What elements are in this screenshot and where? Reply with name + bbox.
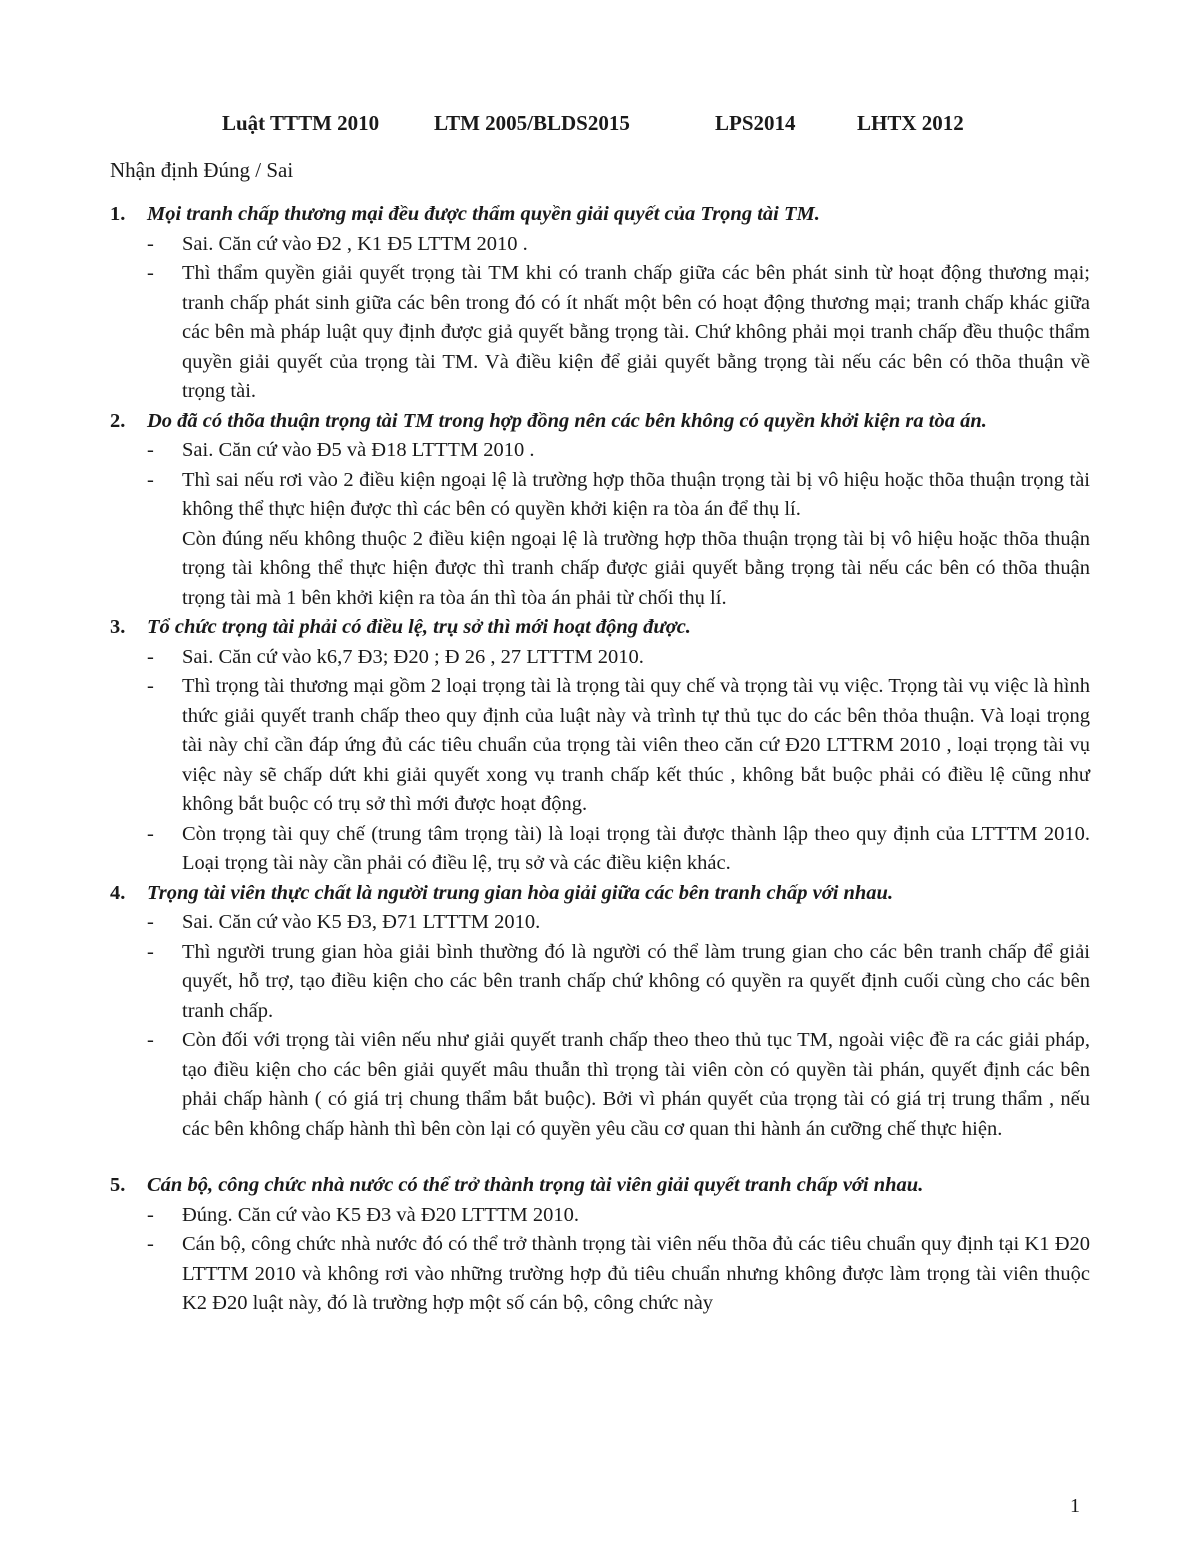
question-number: 5. [110,1174,126,1196]
continuation-text: Còn đúng nếu không thuộc 2 điều kiện ngoại lệ là trường hợp thõa thuận trọng tài bị vô hiệu hoặc thõa thuận trọng tài không thể thực hiện được thì tranh chấp được giải quyết bằng trọng tài nếu các bên có thõa thuận trọng tài mà 1 bên khởi kiện ra tòa án thì tòa án phải từ chối thụ lí. [182,527,1090,609]
header-line [0,111,1200,141]
question-title: Cán bộ, công chức nhà nước có thể trở thành trọng tài viên giải quyết tranh chấp với nhau. [147,1174,924,1196]
bullet-item: - Còn đối với trọng tài viên nếu như giải quyết tranh chấp theo theo thủ tục TM, ngoài việc đề ra các giải pháp, tạo điều kiện cho các bên giải quyết mâu thuẫn thì trọng tài viên còn có quyền tài phán, quyết định các bên phải chấp hành ( có giá trị chung thẩm bắt buộc). Bởi vì phán quyết của trọng tài có giá trị trung thẩm , nếu các bên không chấp hành thì bên còn lại có quyền yêu cầu cơ quan thi hành án cưỡng chế thực hiện. [147,1029,1090,1140]
bullet-text: Sai. Căn cứ vào Đ5 và Đ18 LTTTM 2010 . [182,439,535,461]
bullet-text: Đúng. Căn cứ vào K5 Đ3 và Đ20 LTTTM 2010. [182,1203,579,1226]
question-title: Do đã có thõa thuận trọng tài TM trong hợp đồng nên các bên không có quyền khởi kiện ra tòa án. [147,409,987,432]
header-item: LTM 2005/BLDS2015 [434,111,630,135]
question-title: Mọi tranh chấp thương mại đều được thẩm quyền giải quyết của Trọng tài TM. [147,203,820,225]
question-title: Trọng tài viên thực chất là người trung gian hòa giải giữa các bên tranh chấp với nhau. [147,881,894,904]
bullet-item: - Sai. Căn cứ vào Đ5 và Đ18 LTTTM 2010 . [147,439,535,461]
question-heading [110,200,1090,230]
bullet-text: Thì thẩm quyền giải quyết trọng tài TM khi có tranh chấp giữa các bên phát sinh từ hoạt động thương mại; tranh chấp phát sinh giữa các bên trong đó có ít nhất một bên có hoạt động thương mại; tranh chấp khác giữa các bên mà pháp luật quy định được giả quyết bằng trọng tài. Chứ không phải mọi tranh chấp đều thuộc thẩm quyền giải quyết của trọng tài TM. Và điều kiện để giải quyết bằng trọng tài nếu các bên có thõa thuận về trọng tài. [182,262,1090,402]
header-item: LHTX 2012 [857,111,964,135]
question-number: 3. [110,616,126,638]
header-item: Luật TTTM 2010 [222,111,380,135]
bullet-text: Sai. Căn cứ vào k6,7 Đ3; Đ20 ; Đ 26 , 27 LTTTM 2010. [182,645,644,668]
page-number: 1 [1070,1495,1080,1517]
bullet-item: - Thì trọng tài thương mại gồm 2 loại trọng tài là trọng tài quy chế và trọng tài vụ việc. Trọng tài vụ việc là hình thức giải quyết tranh chấp theo quy định của luật này và trình tự thủ tục do các bên thỏa thuận. Và loại trọng tài này chỉ cần đáp ứng đủ các tiêu chuẩn của trọng tài viên theo căn cứ Đ20 LTTRM 2010 , loại trọng tài vụ việc này sẽ chấp dứt khi giải quyết xong vụ tranh chấp kết thúc , không bắt buộc phải có điều lệ cũng như không bắt buộc có trụ sở thì mới được hoạt động. [147,675,1090,815]
bullet-item: - Cán bộ, công chức nhà nước đó có thể trở thành trọng tài viên nếu thõa đủ các tiêu chuẩn quy định tại K1 Đ20 LTTTM 2010 và không rơi vào những trường hợp đủ tiêu chuẩn nhưng không được làm trọng tài viên thuộc K2 Đ20 luật này, đó là trường hợp một số cán bộ, công chức này [147,1233,1090,1314]
bullet-text: Còn trọng tài quy chế (trung tâm trọng tài) là loại trọng tài được thành lập theo quy định của LTTTM 2010. Loại trọng tài này cần phải có điều lệ, trụ sở và các điều kiện khác. [182,822,1090,874]
question-heading [110,407,1090,437]
bullet-text: Thì người trung gian hòa giải bình thường đó là người có thể làm trung gian cho các bên tranh chấp để giải quyết, hỗ trợ, tạo điều kiện cho các bên tranh chấp chứ không có quyền ra quyết định cuối cùng cho các bên tranh chấp. [182,940,1090,1022]
bullet-item: - Còn trọng tài quy chế (trung tâm trọng tài) là loại trọng tài được thành lập theo quy định của LTTTM 2010. Loại trọng tài này cần phải có điều lệ, trụ sở và các điều kiện khác. [147,822,1090,874]
bullet-item: - Sai. Căn cứ vào Đ2 , K1 Đ5 LTTM 2010 . [147,232,528,255]
bullet-item: - Sai. Căn cứ vào k6,7 Đ3; Đ20 ; Đ 26 , 27 LTTTM 2010. [147,645,644,668]
bullet-item: - Thì người trung gian hòa giải bình thường đó là người có thể làm trung gian cho các bên tranh chấp để giải quyết, hỗ trợ, tạo điều kiện cho các bên tranh chấp chứ không có quyền ra quyết định cuối cùng cho các bên tranh chấp. [147,940,1090,1022]
bullet-text: Sai. Căn cứ vào Đ2 , K1 Đ5 LTTM 2010 . [182,232,528,255]
bullet-item: - Thì thẩm quyền giải quyết trọng tài TM khi có tranh chấp giữa các bên phát sinh từ hoạt động thương mại; tranh chấp phát sinh giữa các bên trong đó có ít nhất một bên có hoạt động thương mại; tranh chấp khác giữa các bên mà pháp luật quy định được giả quyết bằng trọng tài. Chứ không phải mọi tranh chấp đều thuộc thẩm quyền giải quyết của trọng tài TM. Và điều kiện để giải quyết bằng trọng tài nếu các bên có thõa thuận về trọng tài. [147,262,1090,402]
bullet-text: Sai. Căn cứ vào K5 Đ3, Đ71 LTTTM 2010. [182,911,541,933]
question-number: 1. [110,203,126,225]
header-item: LPS2014 [715,111,796,135]
question-number: 4. [110,881,126,904]
question-title: Tổ chức trọng tài phải có điều lệ, trụ sở thì mới hoạt động được. [147,616,691,638]
bullet-text: Thì trọng tài thương mại gồm 2 loại trọng tài là trọng tài quy chế và trọng tài vụ việc. Trọng tài vụ việc là hình thức giải quyết tranh chấp theo quy định của luật này và trình tự thủ tục do các bên thỏa thuận. Và loại trọng tài này chỉ cần đáp ứng đủ các tiêu chuẩn của trọng tài viên theo căn cứ Đ20 LTTRM 2010 , loại trọng tài vụ việc này sẽ chấp dứt khi giải quyết xong vụ tranh chấp kết thúc , không bắt buộc phải có điều lệ cũng như không bắt buộc có trụ sở thì mới được hoạt động. [182,675,1090,815]
bullet-item: - Thì sai nếu rơi vào 2 điều kiện ngoại lệ là trường hợp thõa thuận trọng tài bị vô hiệu hoặc thõa thuận trọng tài không thể thực hiện được thì các bên có quyền khởi kiện ra tòa án để thụ lí. [147,468,1090,520]
question-number: 2. [110,409,126,432]
bullet-text: Cán bộ, công chức nhà nước đó có thể trở thành trọng tài viên nếu thõa đủ các tiêu chuẩn quy định tại K1 Đ20 LTTTM 2010 và không rơi vào những trường hợp đủ tiêu chuẩn nhưng không được làm trọng tài viên thuộc K2 Đ20 luật này, đó là trường hợp một số cán bộ, công chức này [182,1233,1090,1314]
bullet-text: Thì sai nếu rơi vào 2 điều kiện ngoại lệ là trường hợp thõa thuận trọng tài bị vô hiệu hoặc thõa thuận trọng tài không thể thực hiện được thì các bên có quyền khởi kiện ra tòa án để thụ lí. [182,468,1090,520]
question-heading [110,879,1090,909]
document-body [110,200,1090,1319]
bullet-item: - Sai. Căn cứ vào K5 Đ3, Đ71 LTTTM 2010. [147,911,541,933]
bullet-text: Còn đối với trọng tài viên nếu như giải quyết tranh chấp theo theo thủ tục TM, ngoài việc đề ra các giải pháp, tạo điều kiện cho các bên giải quyết mâu thuẫn thì trọng tài viên còn có quyền tài phán, quyết định các bên phải chấp hành ( có giá trị chung thẩm bắt buộc). Bởi vì phán quyết của trọng tài có giá trị trung thẩm , nếu các bên không chấp hành thì bên còn lại có quyền yêu cầu cơ quan thi hành án cưỡng chế thực hiện. [182,1029,1090,1140]
intro-text: Nhận định Đúng / Sai [110,158,294,182]
bullet-item: - Đúng. Căn cứ vào K5 Đ3 và Đ20 LTTTM 2010. [147,1203,579,1226]
question-heading [110,1171,1090,1201]
question-heading [110,613,1090,643]
